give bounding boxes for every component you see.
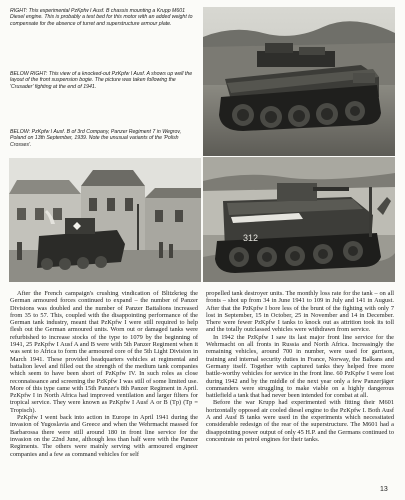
photo-experimental-chassis [203, 7, 395, 156]
body-column-right [206, 290, 394, 443]
body-paragraph: PzKpfw I went back into action in Europe in April 1941 during the invasion of Yugoslavia and Greece and when the Wehrmacht massed for Barbarossa there were still around 180 in front line service for the invasion on the 22nd June, although less than half were with the Panzer Regiments. The others were mainly serving with armoured engineer companies and a few as command vehicles for self [10, 414, 198, 458]
body-paragraph: In 1942 the PzKpfw I saw its last major front line service for the Wehrmacht on all fronts in Russia and North Africa. Increasingly the remaining vehicles, around 700 in number, were used for garrison, training and internal security duties in France, Norway, the Balkans and Germany itself. Together with captured tanks they helped free more battle-worthy vehicles for service in the front line. 60 PzKpfw I were lost during 1942 and by the middle of the next year only a few Panzerjäger commanders were struggling to make viable on a highly dangerous battlefield a tank that had never been intended for combat at all. [206, 333, 394, 400]
page-number: 13 [380, 486, 388, 493]
body-paragraph: propelled tank destroyer units. The monthly loss rate for the tank – on all fronts – shot up from 34 in June 1941 to 109 in July and 141 in August. After that the PzKpfw I bore less of the brunt of the fighting with only 7 lost in September, 15 in October, 25 in November and 14 in December. There were fewer PzKpfw I tanks to knock out as attrition took its toll and the totally outclassed vehicles were withdrawn from service. [206, 290, 394, 334]
turret-number-text: 312 [243, 233, 259, 243]
caption-knocked-out-tank: BELOW RIGHT: This view of a knocked-out PzKpfw I Ausf. A shows up well the layout of the front suspension bogie. The picture was taken following the 'Crusader' fighting at the end of 1941. [10, 71, 193, 90]
caption-wegrov-poland: BELOW: PzKpfw I Ausf. B of 3rd Company, Panzer Regiment 7 in Wegrov, Poland on 13th September, 1939. Note the unusual variants of the 'Polish Crosses'. [10, 129, 182, 148]
photo-wegrov-street [9, 158, 201, 282]
body-paragraph: After the French campaign's crushing vindication of Blitzkrieg the German armoured forces continued to expand – the number of Panzer Divisions was doubled and the number of Panzer Battalions increased from 35 to 57. This, coupled with the disappointing performance of the German tank industry, meant that PzKpfw I were still required to help flesh out the German armoured units. Worn out or damaged tanks were refurbished to increase stocks of the type to 1079 by the beginning of 1941, 25 PzKpfw I Ausf A and B were with 5th Panzer Regiment when it was sent to Africa to form the armoured core of the 5th Light Division in March 1941. These provided headquarters vehicles at regimental and battalion level and filled out the strength of the medium tank companies which seem to have been short of PzKpfw IV. In such roles as close reconnaissance and screening the PzKpfw I was still of some limited use. More of this type came with 15th Panzer's 8th Panzer Regiment in April. PzKpfw I in North Africa had improved ventilation and larger filters for tropical service. They were known as PzKpfw I Ausf A or B (Tp) (Tp = Tropisch). [10, 290, 198, 414]
photo-knocked-out-tank [203, 157, 395, 282]
body-column-left [10, 290, 198, 458]
caption-experimental-chassis: RIGHT: This experimental PzKpfw I Ausf. B chassis mounting a Krupp M601 Diesel engine. This is probably a test bed for this motor with an added weight to compensate for the absence of turret and superstructure armour plate. [10, 8, 193, 27]
body-paragraph: Before the war Krupp had experimented with fitting their M601 horizontally opposed air cooled diesel engine to the PzKpfw I. Both Ausf A and Ausf B tanks were used in the experiments which necessitated considerable redesign of the rear of the superstructure. The M601 had a disappointing power output of only 45 H.P. and the Germans continued to concentrate on petrol engines for their tanks. [206, 399, 394, 443]
